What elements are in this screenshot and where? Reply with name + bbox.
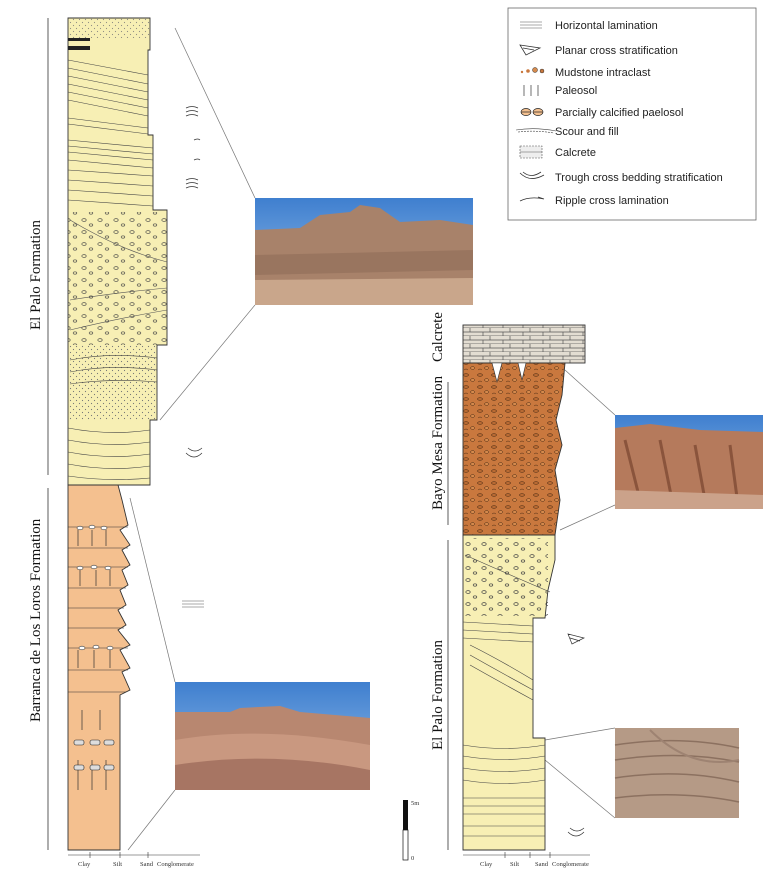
legend-label-planar-cross: Planar cross stratification xyxy=(555,45,678,57)
label-bayo-mesa: Bayo Mesa Formation xyxy=(430,375,446,510)
left-barranca-body xyxy=(68,485,130,850)
legend-label-scour-fill: Scour and fill xyxy=(555,126,619,138)
legend-label-calcified-paleosol: Parcially calcified paelosol xyxy=(555,107,684,119)
lamination-symbol-left xyxy=(182,601,204,607)
tick-clay-right: Clay xyxy=(480,861,493,868)
ripple-symbols xyxy=(186,107,202,458)
legend-label-ripple-cross: Ripple cross lamination xyxy=(555,195,669,207)
right-grain-axis xyxy=(463,852,590,868)
legend-label-trough-cross: Trough cross bedding stratification xyxy=(555,172,723,184)
scale-top-label: 5m xyxy=(411,800,420,807)
tick-clay-left: Clay xyxy=(78,861,91,868)
trough-symbol-left xyxy=(186,448,202,457)
left-grain-axis xyxy=(68,852,200,868)
photo-el-palo-detail xyxy=(615,728,739,818)
label-el-palo-left: El Palo Formation xyxy=(28,220,44,330)
label-barranca: Barranca de Los Loros Formation xyxy=(28,518,44,722)
tick-sand-right: Sand xyxy=(535,861,548,868)
photo-barranca-landscape xyxy=(175,682,370,790)
photo-bayo-mesa-outcrop xyxy=(615,415,763,509)
right-column xyxy=(430,312,590,868)
legend-label-calcrete: Calcrete xyxy=(555,147,596,159)
legend xyxy=(508,8,756,220)
calcrete-bed xyxy=(463,325,585,363)
planar-symbol-right xyxy=(568,634,584,644)
tick-silt-left: Silt xyxy=(113,861,123,868)
legend-label-horizontal-lamination: Horizontal lamination xyxy=(555,20,658,32)
tick-conglomerate-right: Conglomerate xyxy=(552,861,589,868)
bayo-mesa-body xyxy=(463,363,565,535)
legend-label-mudstone-intraclast: Mudstone intraclast xyxy=(555,67,651,79)
label-el-palo-right: El Palo Formation xyxy=(430,640,446,750)
calcrete-icon xyxy=(520,146,542,158)
scale-bar xyxy=(403,800,419,862)
legend-label-paleosol: Paleosol xyxy=(555,85,598,97)
photo-el-palo-outcrop xyxy=(255,198,473,305)
tick-sand-left: Sand xyxy=(140,861,153,868)
scale-bottom-label: 0 xyxy=(411,855,415,862)
label-calcrete: Calcrete xyxy=(430,312,446,362)
tick-silt-right: Silt xyxy=(510,861,520,868)
trough-symbol-right xyxy=(568,828,584,836)
tick-conglomerate-left: Conglomerate xyxy=(157,861,194,868)
